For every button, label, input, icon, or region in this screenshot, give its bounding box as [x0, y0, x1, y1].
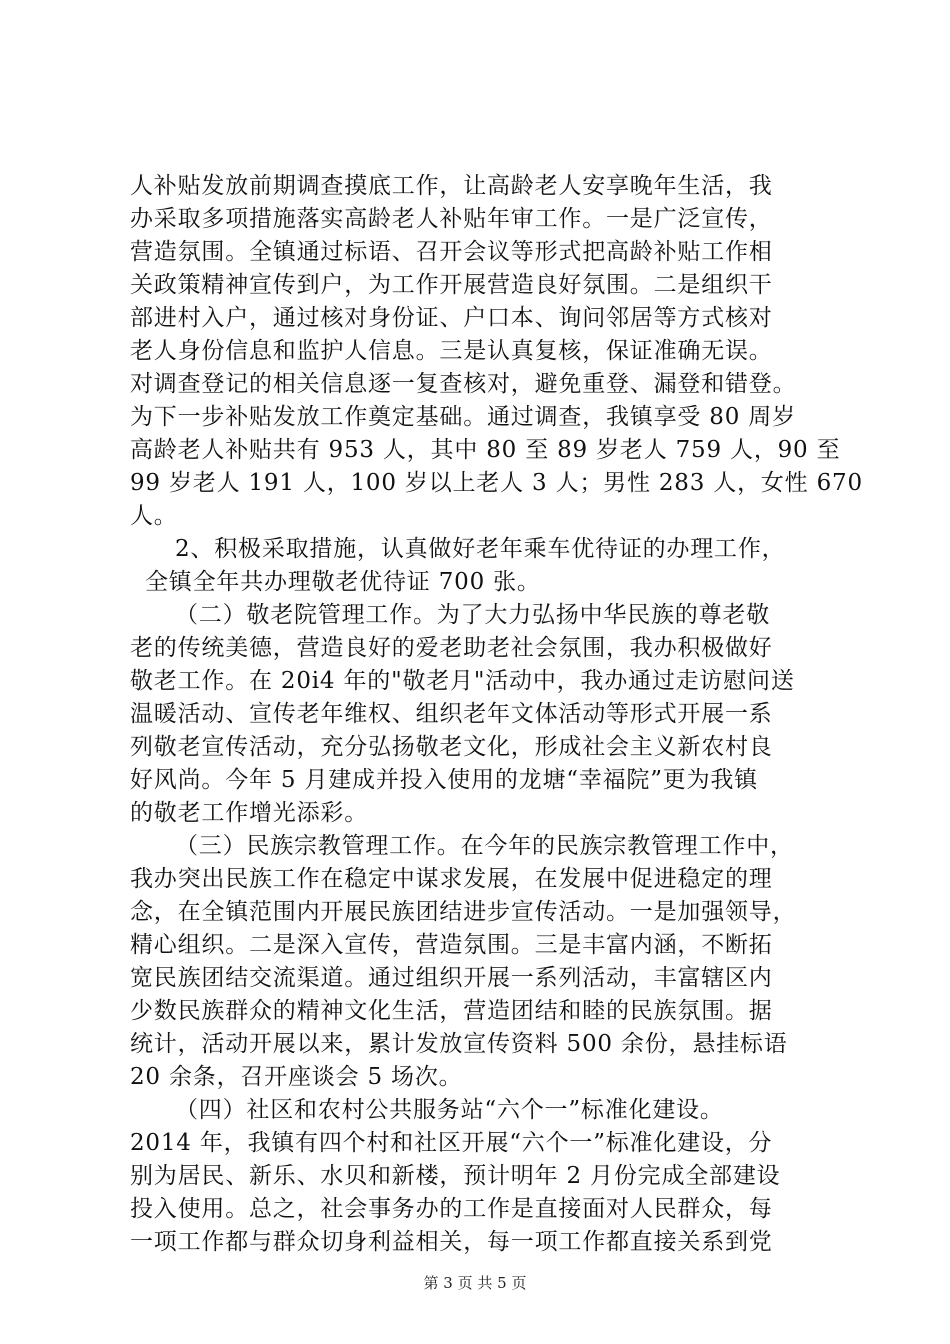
- text-line: 念，在全镇范围内开展民族团结进步宣传活动。一是加强领导，: [130, 899, 797, 925]
- text-line: 营造氛围。全镇通过标语、召开会议等形式把高龄补贴工作相: [130, 239, 773, 265]
- text-line: 好风尚。今年 5 月建成并投入使用的龙塘“幸福院”更为我镇: [130, 767, 758, 793]
- text-line: 关政策精神宣传到户，为工作开展营造良好氛围。二是组织干: [130, 272, 773, 298]
- text-line: 老的传统美德，营造良好的爱老助老社会氛围，我办积极做好: [130, 635, 773, 661]
- document-body: [130, 170, 863, 1259]
- text-line: 我办突出民族工作在稳定中谋求发展，在发展中促进稳定的理: [130, 866, 773, 892]
- page-footer: 第 3 页 共 5 页: [423, 1274, 527, 1292]
- text-line: 的敬老工作增光添彩。: [130, 800, 368, 826]
- text-line: 投入使用。总之，社会事务办的工作是直接面对人民群众，每: [130, 1196, 773, 1222]
- text-line: 统计，活动开展以来，累计发放宣传资料 500 余份，悬挂标语: [130, 1031, 788, 1057]
- text-line: 人。: [130, 503, 178, 529]
- text-line: 20 余条，召开座谈会 5 场次。: [130, 1064, 463, 1090]
- text-line: 宽民族团结交流渠道。通过组织开展一系列活动，丰富辖区内: [130, 965, 773, 991]
- text-line: 全镇全年共办理敬老优待证 700 张。: [145, 569, 541, 595]
- text-line: 列敬老宣传活动，充分弘扬敬老文化，形成社会主义新农村良: [130, 734, 773, 760]
- text-line: （三）民族宗教管理工作。在今年的民族宗教管理工作中，: [175, 833, 794, 859]
- text-line: 温暖活动、宣传老年维权、组织老年文体活动等形式开展一系: [130, 701, 773, 727]
- text-line: 为下一步补贴发放工作奠定基础。通过调查，我镇享受 80 周岁: [130, 404, 796, 430]
- text-line: 2、积极采取措施，认真做好老年乘车优待证的办理工作，: [175, 536, 786, 562]
- text-line: 别为居民、新乐、水贝和新楼，预计明年 2 月份完成全部建设: [130, 1163, 781, 1189]
- text-line: 2014 年，我镇有四个村和社区开展“六个一”标准化建设，分: [130, 1130, 773, 1156]
- text-line: 对调查登记的相关信息逐一复查核对，避免重登、漏登和错登。: [130, 371, 797, 397]
- text-line: 99 岁老人 191 人，100 岁以上老人 3 人；男性 283 人，女性 670: [130, 470, 863, 496]
- text-line: 部进村入户，通过核对身份证、户口本、询问邻居等方式核对: [130, 305, 773, 331]
- text-line: 敬老工作。在 20i4 年的"敬老月"活动中，我办通过走访慰问送: [130, 668, 795, 694]
- text-line: 老人身份信息和监护人信息。三是认真复核，保证准确无误。: [130, 338, 773, 364]
- text-line: （二）敬老院管理工作。为了大力弘扬中华民族的尊老敬: [175, 602, 770, 628]
- text-line: （四）社区和农村公共服务站“六个一”标准化建设。: [175, 1097, 724, 1123]
- text-line: 高龄老人补贴共有 953 人，其中 80 至 89 岁老人 759 人，90 至: [130, 437, 841, 463]
- text-line: 办采取多项措施落实高龄老人补贴年审工作。一是广泛宣传，: [130, 206, 773, 232]
- text-line: 一项工作都与群众切身利益相关，每一项工作都直接关系到党: [130, 1229, 773, 1255]
- text-line: 人补贴发放前期调查摸底工作，让高龄老人安享晚年生活，我: [130, 173, 773, 199]
- text-line: 精心组织。二是深入宣传，营造氛围。三是丰富内涵，不断拓: [130, 932, 773, 958]
- text-line: 少数民族群众的精神文化生活，营造团结和睦的民族氛围。据: [130, 998, 773, 1024]
